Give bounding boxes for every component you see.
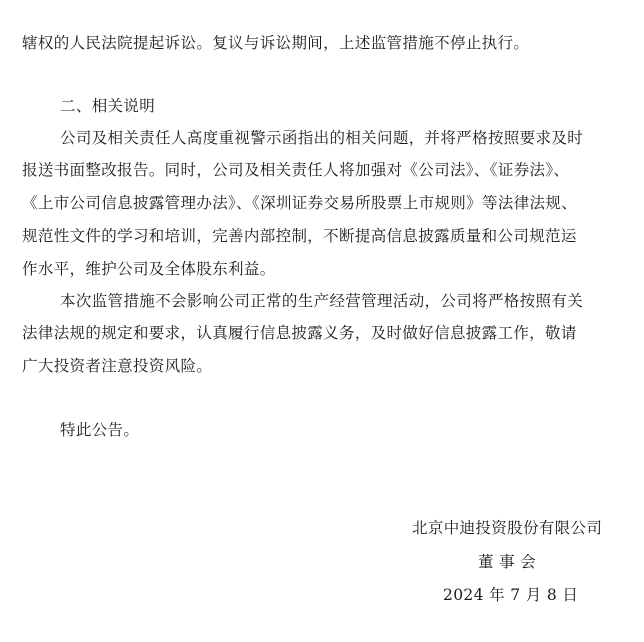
- paragraph-line: 法律法规的规定和要求，认真履行信息披露义务，及时做好信息披露工作，敬请: [22, 324, 577, 342]
- paragraph-line: 作水平，维护公司及全体股东利益。: [22, 260, 276, 278]
- board-of-directors: 董 事 会: [478, 553, 537, 571]
- paragraph-line: 广大投资者注意投资风险。: [22, 357, 213, 375]
- paragraph-line: 规范性文件的学习和培训，完善内部控制，不断提高信息披露质量和公司规范运: [22, 227, 577, 245]
- company-name: 北京中迪投资股份有限公司: [412, 519, 603, 537]
- announcement-date: 2024 年 7 月 8 日: [443, 586, 579, 604]
- paragraph-line: 公司及相关责任人高度重视警示函指出的相关问题，并将严格按照要求及时: [60, 129, 584, 147]
- paragraph-line: 辖权的人民法院提起诉讼。复议与诉讼期间，上述监管措施不停止执行。: [22, 34, 530, 52]
- section-heading: 二、相关说明: [60, 97, 156, 115]
- paragraph-line: 报送书面整改报告。同时，公司及相关责任人将加强对《公司法》、《证券法》、: [22, 161, 570, 179]
- closing-line: 特此公告。: [60, 421, 140, 439]
- paragraph-line: 本次监管措施不会影响公司正常的生产经营管理活动，公司将严格按照有关: [60, 292, 584, 310]
- paragraph-line: 《上市公司信息披露管理办法》、《深圳证券交易所股票上市规则》等法律法规、: [22, 194, 578, 212]
